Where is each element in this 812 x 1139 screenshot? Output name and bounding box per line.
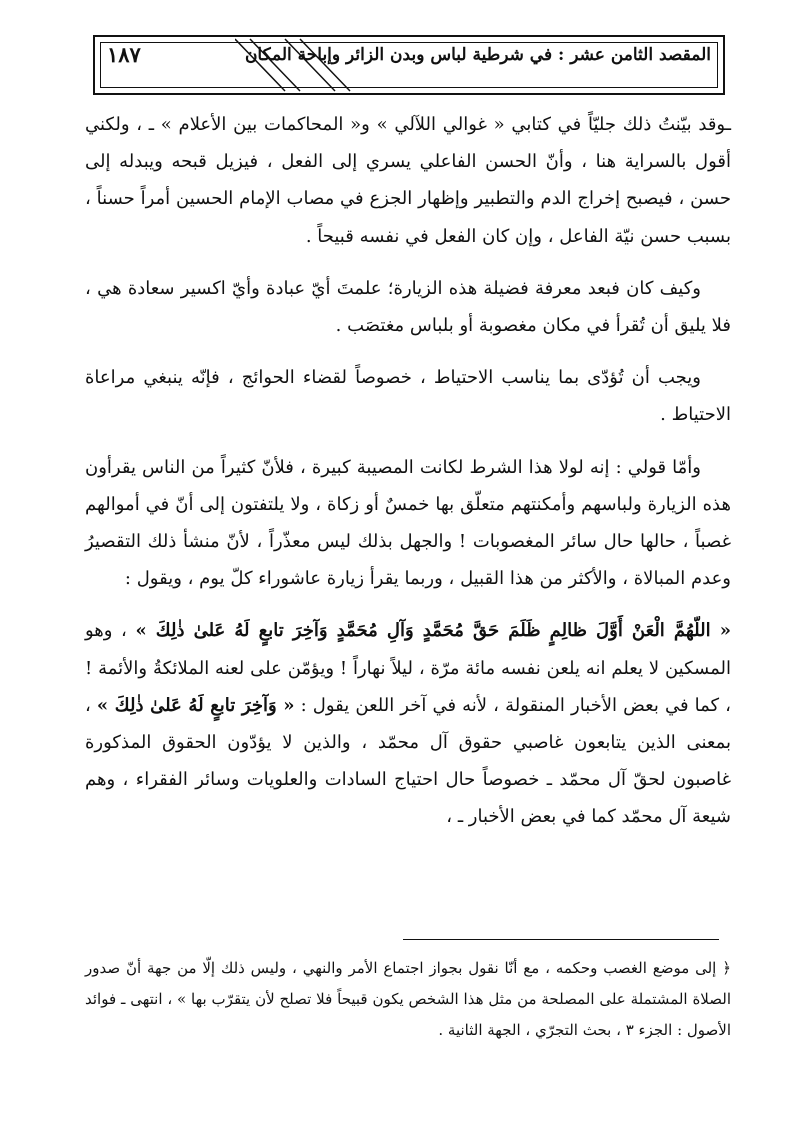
- paragraph-5-part-b: ، بمعنى الذين يتابعون غاصبي حقوق آل محمّد ، والذين لا يؤدّون الحقوق المذكورة غاصبون لحقّ آل محمّد ـ خصوصاً حال احتياج السادات والعلويات وسائر الفقراء ، وهم شيعة آل محمّد كما في بعض الأخبار ـ ،: [85, 694, 731, 828]
- footnote: [85, 953, 731, 1046]
- ziyara-quote-2: « وَآخِرَ تابعٍ لَهُ عَلىٰ ذٰلِكَ »: [96, 694, 295, 716]
- page-number: ١٨٧: [107, 42, 141, 67]
- paragraph-3: ويجب أن تُؤدّى بما يناسب الاحتياط ، خصوصاً لقضاء الحوائج ، فإنّه ينبغي مراعاة الاحتياط .: [85, 367, 731, 426]
- paragraph-5-part-a: ، وهو المسكين لا يعلم انه يلعن نفسه مائة مرّة ، ليلاً نهاراً ! ويؤمّن على لعنه الملائكةُ والأئمة ! ، كما في بعض الأخبار المنقولة ، لأنه في آخر اللعن يقول :: [85, 620, 731, 716]
- ziyara-quote: « اللّهُمَّ الْعَنْ أَوَّلَ ظالِمٍ ظَلَمَ حَقَّ مُحَمَّدٍ وَآلِ مُحَمَّدٍ وَآخِرَ تابعٍ لَهُ عَلىٰ ذٰلِكَ »: [135, 620, 731, 642]
- footnote-divider: [403, 939, 719, 940]
- paragraph-1: ـوقد بيّنتُ ذلك جليّاً في كتابي « غوالي اللآلي » و« المحاكمات بين الأعلام » ـ ، ولكني أقول بالسراية هنا ، وأنّ الحسن الفاعلي يسري إلى الفعل ، فيزيل قبحه ويبدله إلى حسن ، فيصبح إخراج الدم والتطبير وإظهار الجزع في مصاب الإمام الحسين أمراً حسناً ، بسبب حسن نيّة الفاعل ، وإن كان الفعل في نفسه قبيحاً .: [85, 114, 731, 247]
- main-text: [85, 106, 731, 851]
- running-title: المقصد الثامن عشر : في شرطية لباس وبدن الزائر وإباحة المكان: [244, 45, 711, 65]
- paragraph-5: [85, 612, 731, 835]
- paragraph-2: وكيف كان فبعد معرفة فضيلة هذه الزيارة؛ علمتَ أيّ عبادة وأيّ اكسير سعادة هي ، فلا يليق أن تُقرأ في مكان مغصوبة أو بلباس مغتصَب .: [85, 277, 731, 337]
- paragraph-4: وأمّا قولي : إنه لولا هذا الشرط لكانت المصيبة كبيرة ، فلأنّ كثيراً من الناس يقرأون هذه الزيارة ولباسهم وأمكنتهم متعلّق بها خمسٌ أو زكاة ، ولا يلتفتون إلى أنّ في أموالهم غصباً ، حالها حال سائر المغصوبات ! والجهل بذلك ليس معذّراً ، لأنّ منشأ ذلك التقصيرُ وعدم المبالاة ، والأكثر من هذا القبيل ، وربما يقرأ زيارة عاشوراء كلّ يوم ، ويقول :: [85, 456, 731, 590]
- page-header: [93, 35, 725, 95]
- footnote-text: ﴿ إلى موضع الغصب وحكمه ، مع أنّا نقول بجواز اجتماع الأمر والنهي ، وليس ذلك إلّا من جهة أنّ صدور الصلاة المشتملة على المصلحة من مثل هذا الشخص يكون قبيحاً فلا تصلح لأن يتقرّب بها » ، انتهى ـ فوائد الأصول : الجزء ٣ ، بحث التجرّي ، الجهة الثانية .: [85, 959, 731, 1039]
